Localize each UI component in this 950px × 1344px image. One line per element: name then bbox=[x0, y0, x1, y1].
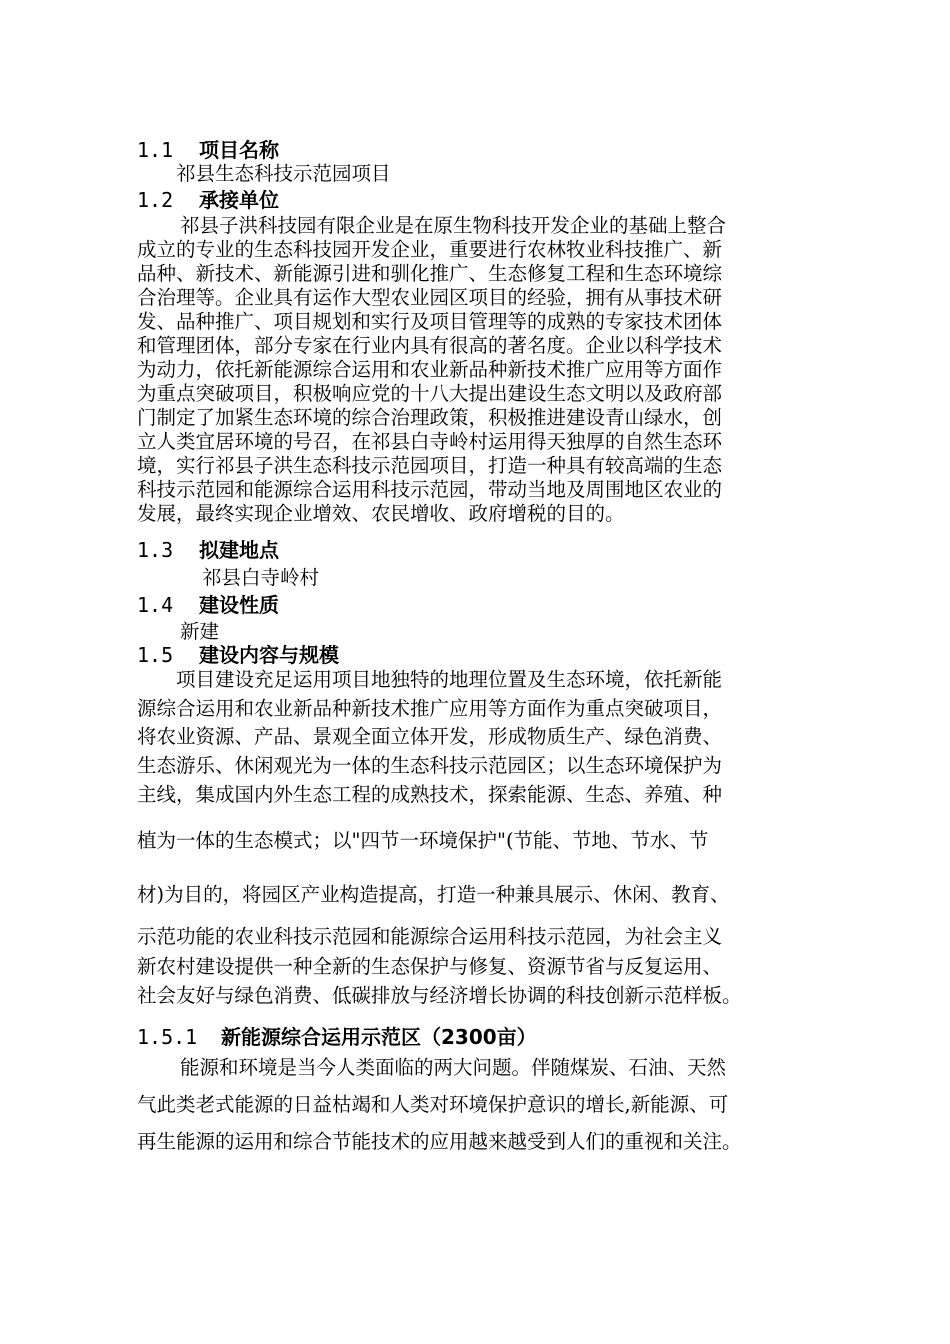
paragraph-line: 源综合运用和农业新品种新技术推广应用等方面作为重点突破项目， bbox=[137, 697, 723, 720]
paragraph-line: 主线，集成国内外生态工程的成熟技术，探索能源、生态、养殖、种 bbox=[137, 783, 723, 806]
paragraph-line: 科技示范园和能源综合运用科技示范园，带动当地及周围地区农业的 bbox=[137, 478, 723, 501]
paragraph-line: 社会友好与绿色消费、低碳排放与经济增长协调的科技创新示范样板。 bbox=[137, 984, 742, 1007]
paragraph-line: 生态游乐、休闲观光为一体的生态科技示范园区；以生态环境保护为 bbox=[137, 754, 723, 777]
section-heading-1-5 bbox=[137, 643, 339, 667]
paragraph-line: 新农村建设提供一种全新的生态保护与修复、资源节省与反复运用、 bbox=[137, 955, 723, 978]
section-heading-1-4 bbox=[137, 593, 279, 617]
paragraph-line: 成立的专业的生态科技园开发企业，重要进行农林牧业科技推广、新 bbox=[137, 238, 723, 261]
paragraph-line: 发展，最终实现企业增效、农民增收、政府增税的目的。 bbox=[137, 502, 625, 525]
section-number: 1.3 bbox=[137, 538, 174, 562]
paragraph-line: 能源和环境是当今人类面临的两大问题。伴随煤炭、石油、天然 bbox=[180, 1056, 727, 1079]
paragraph-line: 示范功能的农业科技示范园和能源综合运用科技示范园，为社会主义 bbox=[137, 925, 723, 948]
paragraph-line: 气此类老式能源的日益枯竭和人类对环境保护意识的增长,新能源、可 bbox=[137, 1093, 729, 1116]
paragraph-line: 项目建设充足运用项目地独特的地理位置及生态环境，依托新能 bbox=[176, 668, 723, 691]
paragraph-line: 品种、新技术、新能源引进和驯化推广、生态修复工程和生态环境综 bbox=[137, 262, 723, 285]
section-title: 建设内容与规模 bbox=[199, 643, 339, 667]
paragraph-line: 立人类宜居环境的号召，在祁县白寺岭村运用得天独厚的自然生态环 bbox=[137, 430, 723, 453]
paragraph-line: 将农业资源、产品、景观全面立体开发，形成物质生产、绿色消费、 bbox=[137, 725, 723, 748]
paragraph-line: 新建 bbox=[180, 620, 220, 643]
section-title: 建设性质 bbox=[199, 593, 279, 617]
paragraph-line: 祁县生态科技示范园项目 bbox=[176, 162, 391, 185]
paragraph-line: 祁县白寺岭村 bbox=[202, 566, 320, 589]
section-heading-1-5-1 bbox=[137, 1025, 537, 1049]
paragraph-line: 境，实行祁县子洪生态科技示范园项目，打造一种具有较高端的生态 bbox=[137, 454, 723, 477]
paragraph-line: 为动力，依托新能源综合运用和农业新品种新技术推广应用等方面作 bbox=[137, 358, 723, 381]
section-number: 1.2 bbox=[137, 188, 174, 212]
paragraph-line: 合治理等。企业具有运作大型农业园区项目的经验，拥有从事技术研 bbox=[137, 286, 723, 309]
paragraph-line: 植为一体的生态模式；以"四节一环境保护"(节能、节地、节水、节 bbox=[137, 829, 709, 852]
section-number: 1.5.1 bbox=[137, 1025, 198, 1049]
paragraph-line: 和管理团体，部分专家在行业内具有很高的著名度。企业以科学技术 bbox=[137, 334, 723, 357]
section-number: 1.4 bbox=[137, 593, 174, 617]
paragraph-line: 门制定了加紧生态环境的综合治理政策，积极推进建设青山绿水，创 bbox=[137, 406, 723, 429]
section-heading-1-1 bbox=[137, 138, 279, 162]
section-title: 拟建地点 bbox=[199, 538, 279, 562]
section-title: 新能源综合运用示范区（2300亩） bbox=[221, 1025, 537, 1049]
section-title: 项目名称 bbox=[199, 138, 279, 162]
section-number: 1.5 bbox=[137, 643, 174, 667]
paragraph-line: 祁县子洪科技园有限企业是在原生物科技开发企业的基础上整合 bbox=[180, 214, 727, 237]
paragraph-line: 为重点突破项目，积极响应党的十八大提出建设生态文明以及政府部 bbox=[137, 382, 723, 405]
section-number: 1.1 bbox=[137, 138, 174, 162]
section-title: 承接单位 bbox=[199, 188, 279, 212]
paragraph-line: 再生能源的运用和综合节能技术的应用越来越受到人们的重视和关注。 bbox=[137, 1130, 742, 1153]
paragraph-line: 材)为目的，将园区产业构造提高，打造一种兼具展示、休闲、教育、 bbox=[137, 883, 730, 906]
section-heading-1-3 bbox=[137, 538, 279, 562]
section-heading-1-2 bbox=[137, 188, 279, 212]
paragraph-line: 发、品种推广、项目规划和实行及项目管理等的成熟的专家技术团体 bbox=[137, 310, 723, 333]
